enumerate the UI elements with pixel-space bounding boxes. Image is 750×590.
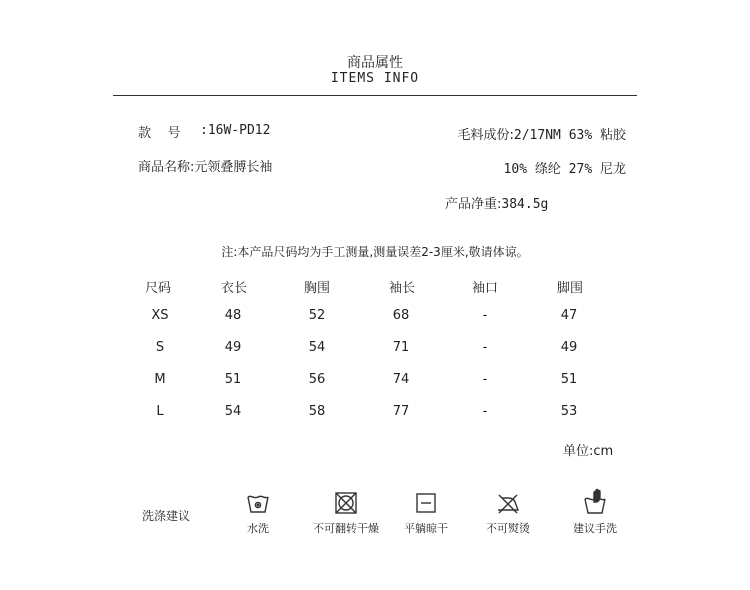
table-cell: 49 <box>560 340 578 355</box>
table-cell: 68 <box>392 308 410 323</box>
product-name-row <box>138 156 272 175</box>
net-weight-row <box>445 193 548 212</box>
table-cell: S <box>155 340 165 355</box>
net-weight-label: 产品净重: <box>445 197 502 212</box>
table-cell: 53 <box>560 404 578 419</box>
fabric-value-line2: 10% 绦纶 27% 尼龙 <box>503 162 626 177</box>
table-header-chest: 胸围 <box>304 281 331 296</box>
table-cell: 52 <box>308 308 326 323</box>
divider <box>113 95 637 96</box>
care-label: 建议手洗 <box>573 522 617 535</box>
product-name-value: 元领叠膊长袖 <box>194 160 273 175</box>
table-cell: 74 <box>392 372 410 387</box>
care-title: 洗涤建议 <box>142 509 191 523</box>
care-label: 不可熨烫 <box>486 522 530 535</box>
table-header-sleeve: 袖长 <box>389 281 416 296</box>
measurement-note: 注:本产品尺码均为手工测量,测量误差2-3厘米,敬请体谅。 <box>221 245 529 259</box>
table-cell: 56 <box>308 372 326 387</box>
table-cell: - <box>482 340 488 355</box>
table-cell: M <box>154 372 166 387</box>
no-tumble-dry-icon <box>333 490 359 516</box>
fabric-composition-row <box>458 124 626 143</box>
table-header-cuff: 袖口 <box>472 281 499 296</box>
net-weight-value: 384.5g <box>501 197 549 212</box>
table-header-hem: 脚围 <box>557 281 584 296</box>
table-cell: - <box>482 308 488 323</box>
table-header-size: 尺码 <box>145 281 172 296</box>
hand-wash-icon <box>582 488 608 514</box>
care-label: 不可翻转干燥 <box>313 522 379 535</box>
table-header-length: 衣长 <box>221 281 248 296</box>
table-cell: 51 <box>224 372 242 387</box>
fabric-value-line1: 2/17NM 63% 粘胶 <box>513 128 626 143</box>
table-cell: 58 <box>308 404 326 419</box>
table-cell: 49 <box>224 340 242 355</box>
table-cell: 47 <box>560 308 578 323</box>
table-cell: 54 <box>308 340 326 355</box>
table-cell: 51 <box>560 372 578 387</box>
table-cell: 48 <box>224 308 242 323</box>
care-label: 水洗 <box>247 522 269 535</box>
table-cell: - <box>482 404 488 419</box>
style-number-value: :16W-PD12 <box>200 123 271 138</box>
table-cell: 77 <box>392 404 410 419</box>
wash-tub-icon <box>245 490 271 516</box>
page-subtitle: ITEMS INFO <box>330 71 420 86</box>
care-label: 平躺晾干 <box>404 522 448 535</box>
table-cell: - <box>482 372 488 387</box>
table-cell: 71 <box>392 340 410 355</box>
fabric-label: 毛料成份: <box>457 128 514 143</box>
no-iron-icon <box>495 490 521 516</box>
table-cell: XS <box>151 308 169 323</box>
style-number-label: 款 号 <box>138 126 181 141</box>
product-name-label: 商品名称: <box>138 160 195 175</box>
table-cell: 54 <box>224 404 242 419</box>
unit-label: 单位:cm <box>563 444 614 459</box>
page-title: 商品属性 <box>347 55 403 71</box>
dry-flat-icon <box>413 490 439 516</box>
table-cell: L <box>156 404 164 419</box>
